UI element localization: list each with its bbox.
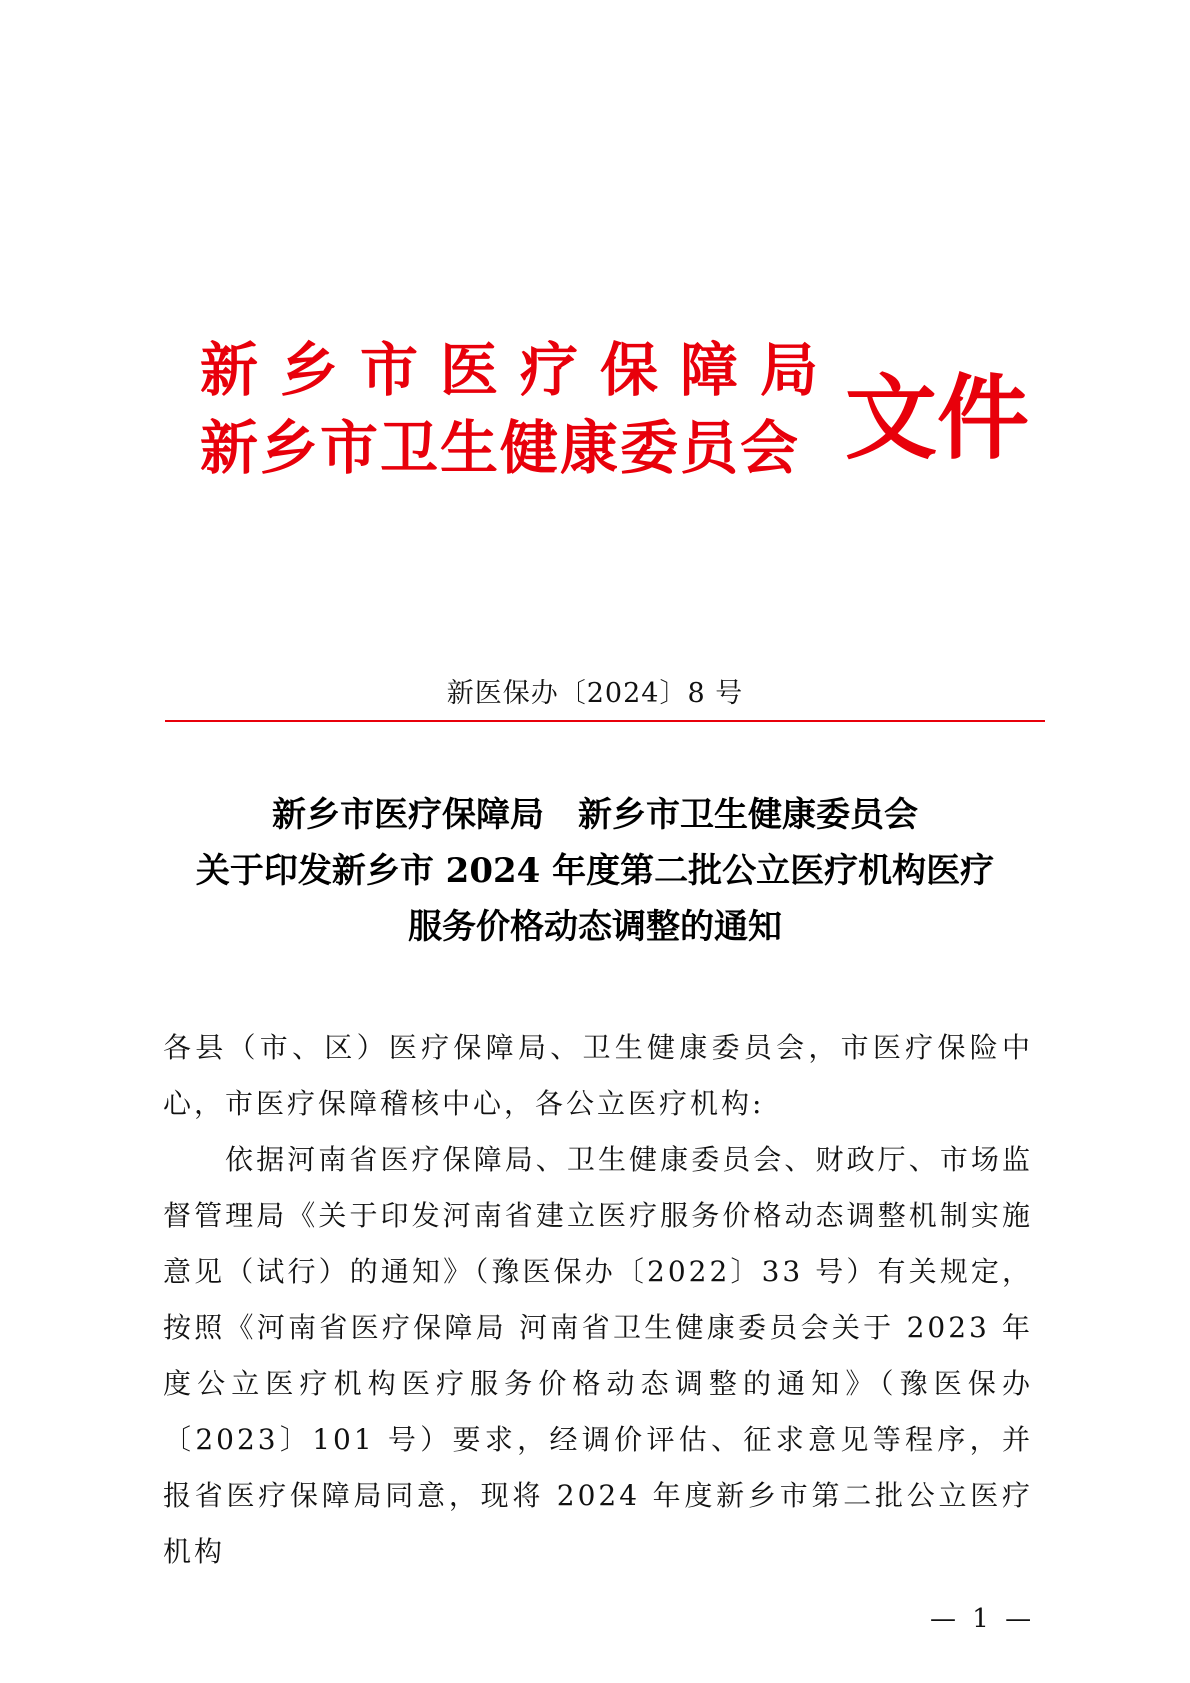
agency-name-medical-security-bureau: 新乡市医疗保障局 (200, 336, 841, 404)
body-paragraph-1: 依据河南省医疗保障局、卫生健康委员会、财政厅、市场监督管理局《关于印发河南省建立医疗服务价格动态调整机制实施意见（试行）的通知》（豫医保办〔2022〕33 号）有关规定，按照《河南省医疗保障局 河南省卫生健康委员会关于 2023 年度公立医疗机构医疗服务价格动态调整的通知》（豫医保办〔2023〕101 号）要求，经调价评估、征求意见等程序，并报省医疗保障局同意，现将 2024 年度新乡市第二批公立医疗机构 (163, 1143, 1033, 1568)
document-type-label: 文件 (845, 364, 1030, 472)
title-line-2: 关于印发新乡市 2024 年度第二批公立医疗机构医疗 (195, 851, 995, 891)
page-number: — 1 — (930, 1604, 1036, 1634)
title-line-1: 新乡市医疗保障局 新乡市卫生健康委员会 (272, 795, 918, 835)
document-number: 新医保办〔2024〕8 号 (446, 678, 744, 709)
red-separator-line (165, 720, 1045, 722)
notice-title (0, 787, 1190, 955)
document-header (200, 335, 1040, 515)
title-line-3: 服务价格动态调整的通知 (408, 907, 782, 947)
addressee-paragraph: 各县（市、区）医疗保障局、卫生健康委员会，市医疗保险中心，市医疗保障稽核中心，各公立医疗机构: (163, 1031, 1033, 1120)
agency-name-health-commission: 新乡市卫生健康委员会 (200, 414, 801, 482)
notice-body (163, 1020, 1033, 1580)
